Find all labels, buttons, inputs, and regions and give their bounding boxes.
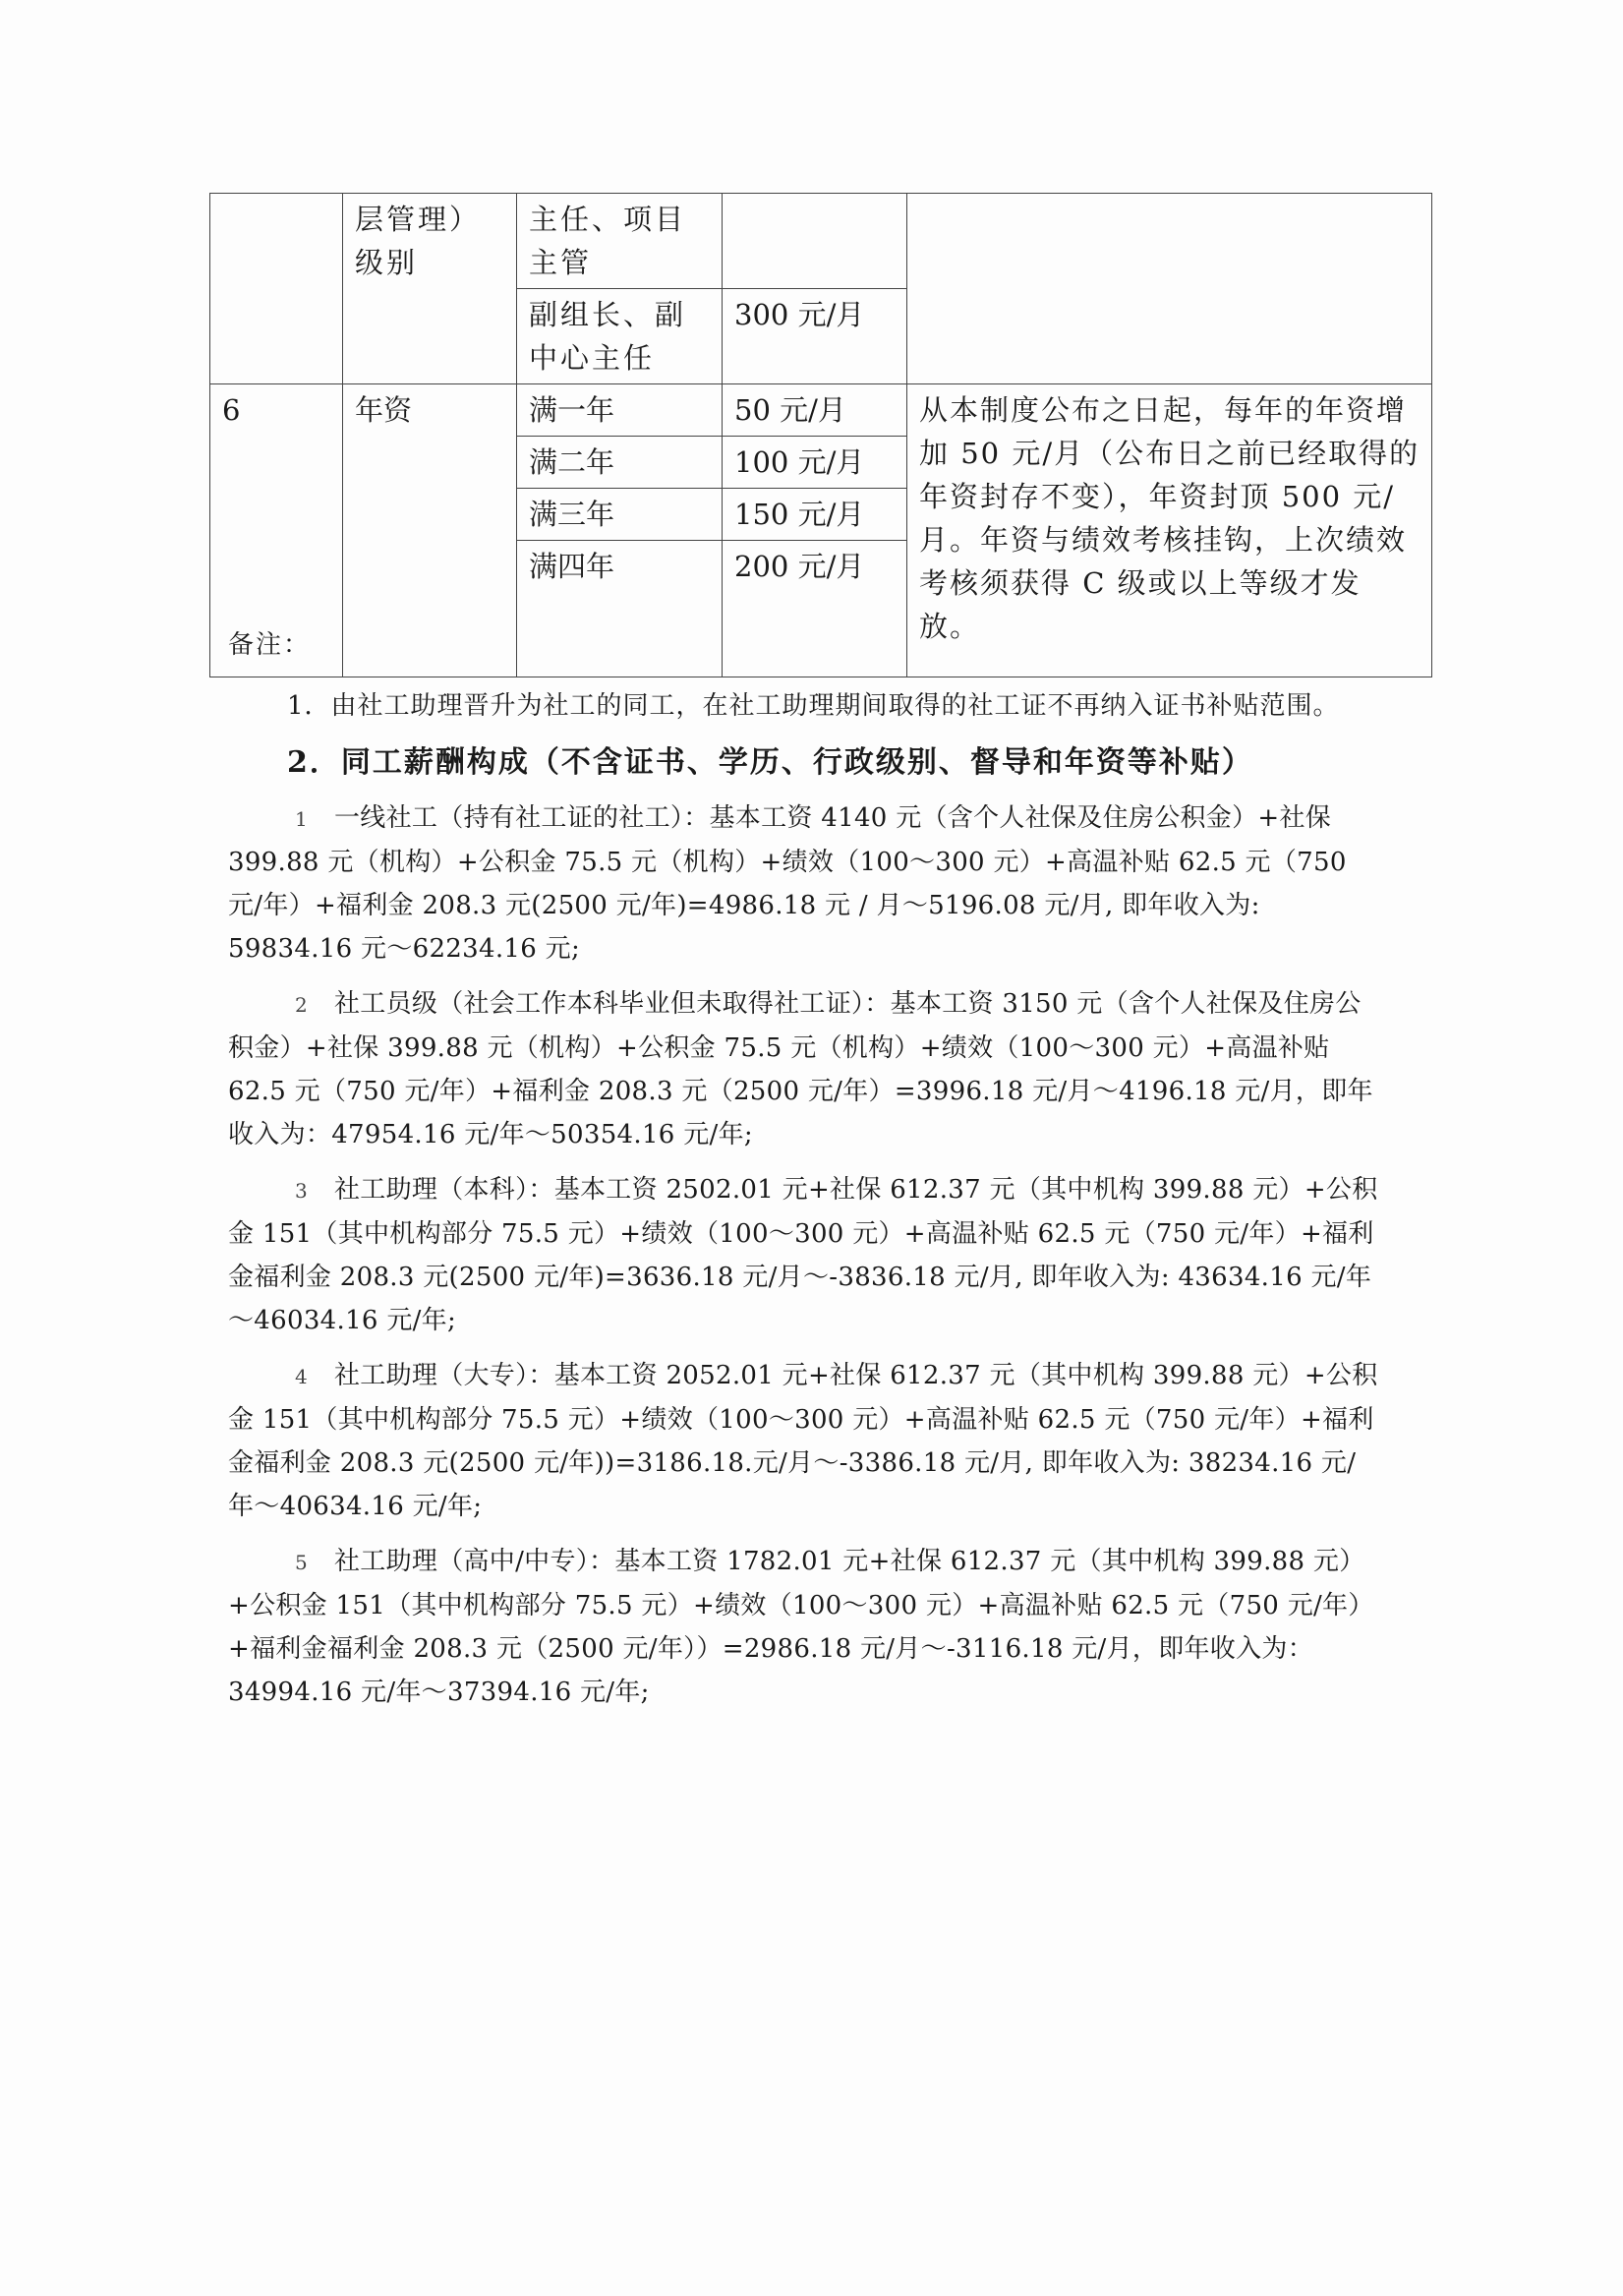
item-text: 社工助理（大专）：基本工资 2052.01 元+社保 612.37 元（其中机构 399.88 元）+公积金 151（其中机构部分 75.5 元）+绩效（100～300 元）+高温补贴 62.5 元（750 元/年）+福利金福利金 208.3 元(2500 元/年))=3186.18.元/月～-3386.18 元/月, 即年收入为: 38234.16 元/年～40634.16 元/年; bbox=[228, 1361, 1378, 1521]
table-row bbox=[210, 194, 1432, 289]
amount-cell bbox=[723, 194, 907, 289]
note-cell bbox=[907, 194, 1432, 384]
item-text: 一线社工（持有社工证的社工）：基本工资 4140 元（含个人社保及住房公积金）+社保 399.88 元（机构）+公积金 75.5 元（机构）+绩效（100～300 元）+高温补贴 62.5 元（750 元/年）+福利金 208.3 元(2500 元/年)=4986.18 元 / 月～5196.08 元/月, 即年收入为: 59834.16 元～62234.16 元; bbox=[228, 803, 1347, 964]
tier-label-cell: 满二年 bbox=[517, 437, 723, 489]
item-text: 社工助理（高中/中专）：基本工资 1782.01 元+社保 612.37 元（其中机构 399.88 元）+公积金 151（其中机构部分 75.5 元）+绩效（100～300 元）+高温补贴 62.5 元（750 元/年）+福利金福利金 208.3 元（2500 元/年））=2986.18 元/月～-3116.18 元/月，即年收入为：34994.16 元/年～37394.16 元/年; bbox=[228, 1547, 1374, 1707]
item-number: 2 bbox=[295, 993, 309, 1017]
salary-item bbox=[228, 1540, 1378, 1714]
salary-item bbox=[228, 1168, 1378, 1342]
item-text: 社工员级（社会工作本科毕业但未取得社工证）：基本工资 3150 元（含个人社保及住房公积金）+社保 399.88 元（机构）+公积金 75.5 元（机构）+绩效（100～300 元）+高温补贴 62.5 元（750 元/年）+福利金 208.3 元（2500 元/年）=3996.18 元/月～4196.18 元/月，即年收入为：47954.16 元/年～50354.16 元/年; bbox=[228, 989, 1373, 1149]
item-number: 5 bbox=[295, 1551, 309, 1574]
tier-label-cell: 满一年 bbox=[517, 384, 723, 437]
salary-item bbox=[228, 1354, 1378, 1528]
tier-label-cell: 满四年 bbox=[517, 541, 723, 677]
item-number: 1 bbox=[295, 807, 309, 831]
sub-level-cell: 主任、项目主管 bbox=[517, 194, 723, 289]
salary-item bbox=[228, 796, 1378, 971]
tier-amount-cell: 200 元/月 bbox=[723, 541, 907, 677]
tier-amount-cell: 150 元/月 bbox=[723, 489, 907, 541]
category-cell: 年资 bbox=[343, 384, 517, 677]
tier-amount-cell: 50 元/月 bbox=[723, 384, 907, 437]
remarks-section bbox=[228, 623, 1378, 1714]
allowance-table bbox=[209, 193, 1432, 677]
tier-label-cell: 满三年 bbox=[517, 489, 723, 541]
seniority-note-cell: 从本制度公布之日起，每年的年资增加 50 元/月（公布日之前已经取得的年资封存不变），年资封顶 500 元/月。年资与绩效考核挂钩，上次绩效考核须获得 C 级或以上等级才发放。 bbox=[907, 384, 1432, 677]
item-text: 社工助理（本科）：基本工资 2502.01 元+社保 612.37 元（其中机构 399.88 元）+公积金 151（其中机构部分 75.5 元）+绩效（100～300 元）+高温补贴 62.5 元（750 元/年）+福利金福利金 208.3 元(2500 元/年)=3636.18 元/月～-3836.18 元/月, 即年收入为: 43634.16 元/年～46034.16 元/年; bbox=[228, 1175, 1378, 1335]
table-row bbox=[210, 384, 1432, 437]
item-number: 3 bbox=[295, 1179, 309, 1203]
number-cell: 6 bbox=[210, 384, 343, 677]
remark-note-1: 1．由社工助理晋升为社工的同工，在社工助理期间取得的社工证不再纳入证书补贴范围。 bbox=[287, 691, 1340, 721]
number-cell bbox=[210, 194, 343, 384]
sub-level-cell: 副组长、副中心主任 bbox=[517, 289, 723, 384]
salary-item bbox=[228, 982, 1378, 1156]
item-number: 4 bbox=[295, 1365, 309, 1388]
remarks-label: 备注： bbox=[228, 630, 312, 660]
amount-cell: 300 元/月 bbox=[723, 289, 907, 384]
category-cell: 层管理）级别 bbox=[343, 194, 517, 384]
tier-amount-cell: 100 元/月 bbox=[723, 437, 907, 489]
remark-note-2: 2．同工薪酬构成（不含证书、学历、行政级别、督导和年资等补贴） bbox=[287, 745, 1253, 780]
